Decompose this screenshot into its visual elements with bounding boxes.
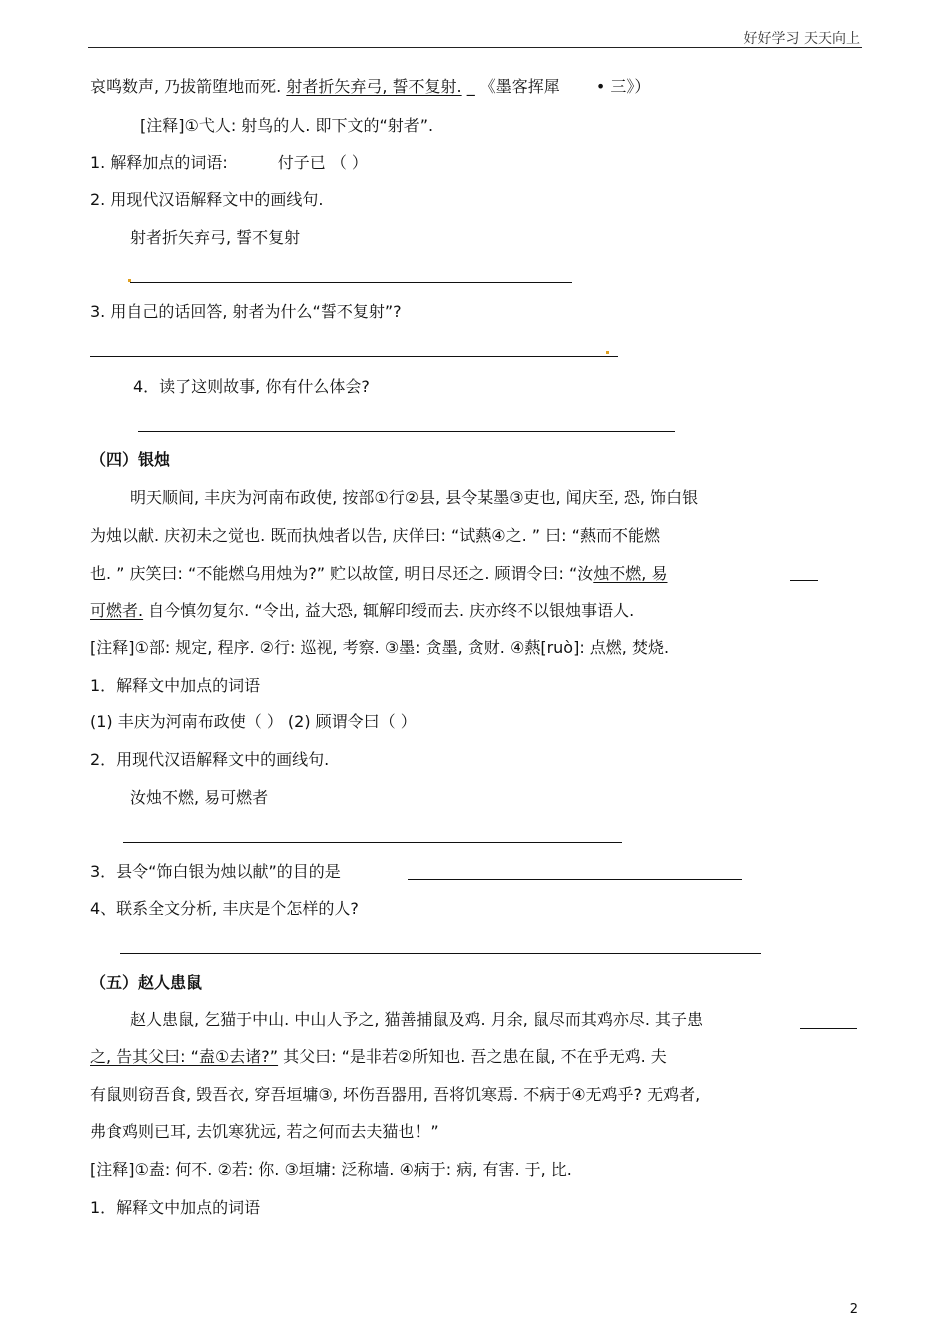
passage4-line-3 [90,564,667,584]
section4-title: （四）银烛 [90,450,171,469]
section3-question-4: 4．读了这则故事, 你有什么体会? [133,377,370,396]
section5-note: [注释]①盍: 何不. ②若: 你. ③垣墉: 泛称墙. ④病于: 病, 有害. 于, 比. [90,1160,572,1179]
section5-question-1: 1．解释文中加点的词语 [90,1198,261,1217]
mark-dot [606,351,609,354]
section3-question-1 [90,153,368,173]
section4-note: [注释]①部: 规定, 程序. ②行: 巡视, 考察. ③墨: 贪墨, 贪财. ④爇[ruò]: 点燃, 焚烧. [90,638,670,657]
passage5-line-3: 有鼠则窃吾食, 毁吾衣, 穿吾垣墉③, 坏伤吾器用, 吾将饥寒焉. 不病于④无鸡乎? 无鸡者, [90,1085,701,1104]
page-number: 2 [849,1302,858,1317]
passage-text: 自今慎勿复尔. “令出, 益大恐, 辄解印绶而去. 庆亦终不以银烛事语人. [143,601,635,620]
answer-line[interactable] [123,842,622,843]
section4-q2-sentence: 汝烛不燃, 易可燃者 [130,788,269,807]
section3-note: [注释]①弋人: 射鸟的人. 即下文的“射者”. [140,116,434,135]
section4-question-3: 3．县令“饰白银为烛以献”的目的是 [90,862,341,881]
passage4-line-1: 明天顺间, 丰庆为河南布政使, 按部①行②县, 县令某墨③吏也, 闻庆至, 恐, 饰白银 [130,488,699,507]
answer-line[interactable] [408,879,742,880]
section4-q1-items: (1) 丰庆为河南布政使（ ） (2) 顾谓令曰（ ） [90,712,417,731]
question-item: 付子已 （ ） [277,153,368,172]
passage-text: 其父曰: “是非若②所知也. 吾之患在鼠, 不在乎无鸡. 夫 [278,1047,667,1066]
passage-text: 也. ” 庆笑曰: “不能燃乌用烛为?” 贮以故筐, 明日尽还之. 顾谓令曰: “汝 [90,564,594,583]
section3-question-3: 3. 用自己的话回答, 射者为什么“誓不复射”? [90,302,402,321]
answer-line[interactable] [130,282,572,283]
passage3-last-line [90,77,650,97]
underline-extension [800,1028,857,1029]
section3-question-2: 2. 用现代汉语解释文中的画线句. [90,190,324,209]
passage5-line-4: 弗食鸡则已耳, 去饥寒犹远, 若之何而去夫猫也！” [90,1122,439,1141]
passage4-line-2: 为烛以献. 庆初未之觉也. 既而执烛者以告, 庆佯曰: “试爇④之. ” 曰: “爇而不能燃 [90,526,660,545]
header-rule [88,47,862,48]
underlined-sentence: 烛不燃, 易 [593,564,668,583]
section4-question-2: 2．用现代汉语解释文中的画线句. [90,750,330,769]
answer-line[interactable] [138,431,675,432]
underlined-sentence: 射者折矢弃弓, 誓不复射. [286,77,462,96]
section4-question-1: 1．解释文中加点的词语 [90,676,261,695]
section3-q2-sentence: 射者折矢弃弓, 誓不复射 [130,228,301,247]
source-citation: _ 《墨客挥犀 [461,77,560,96]
question-text: 1. 解释加点的词语: [90,153,228,172]
page-header: 好好学习 天天向上 [743,31,860,47]
passage5-line-2 [90,1047,667,1067]
section5-title: （五）赵人患鼠 [90,973,203,992]
answer-line[interactable] [120,953,761,954]
answer-line[interactable] [90,356,618,357]
underline-extension [790,580,818,581]
underlined-sentence: 可燃者. [90,601,144,620]
passage-text: 哀鸣数声, 乃拔箭堕地而死. [90,77,287,96]
section4-question-4: 4、联系全文分析, 丰庆是个怎样的人? [90,899,359,918]
passage5-line-1: 赵人患鼠, 乞猫于中山. 中山人予之, 猫善捕鼠及鸡. 月余, 鼠尽而其鸡亦尽. 其子患 [130,1010,704,1029]
source-citation-end: • 三》） [595,77,651,96]
underlined-sentence: 之, 告其父曰: “盍①去诸?” [90,1047,279,1066]
passage4-line-4 [90,601,634,621]
